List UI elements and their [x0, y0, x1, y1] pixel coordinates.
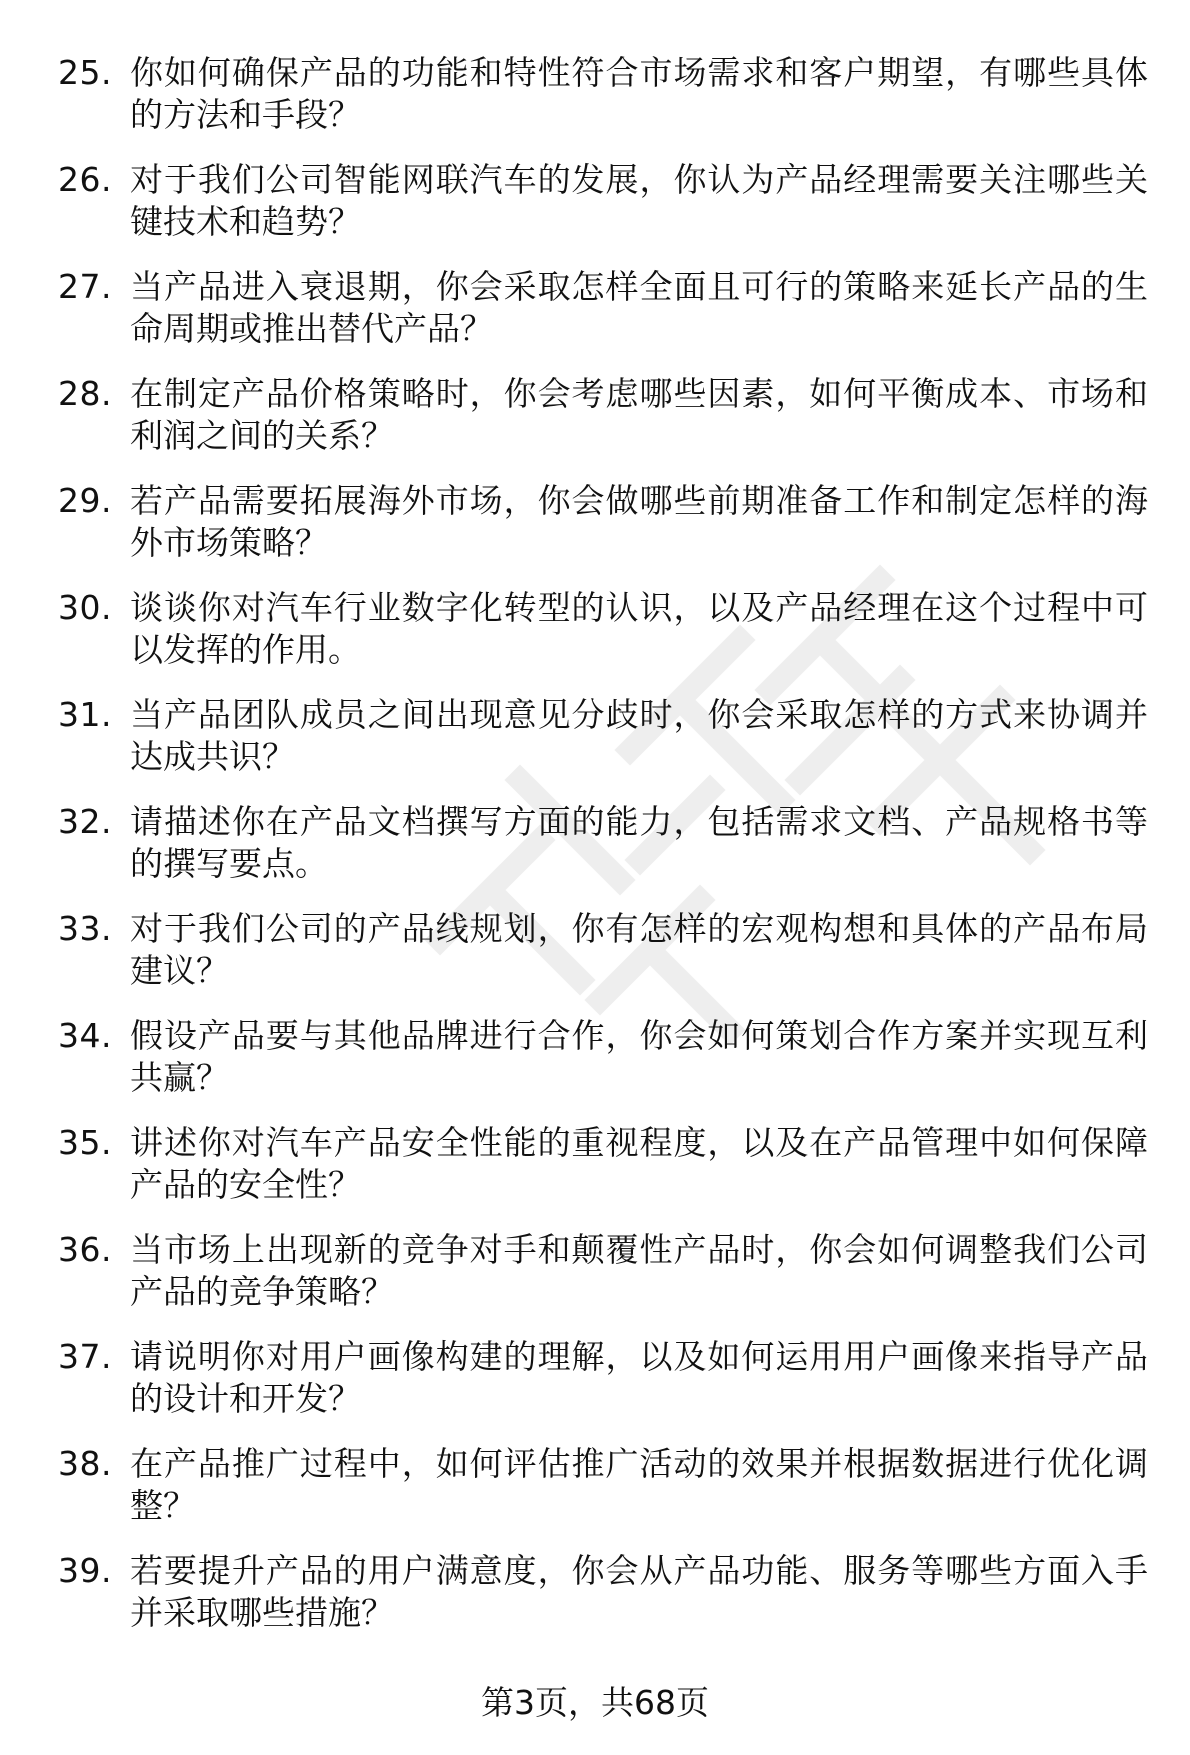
question-number: 25. — [58, 53, 112, 92]
list-item — [58, 587, 1148, 694]
page-footer: 第3页，共68页 — [481, 1683, 709, 1722]
question-text: 当市场上出现新的竞争对手和颠覆性产品时，你会如何调整我们公司产品的竞争策略？ — [130, 1230, 1148, 1311]
list-item — [58, 480, 1148, 587]
question-list — [58, 52, 1148, 1657]
question-number: 28. — [58, 374, 112, 413]
list-item — [58, 1336, 1148, 1443]
list-item — [58, 52, 1148, 159]
question-number: 29. — [58, 481, 112, 520]
question-number: 34. — [58, 1016, 112, 1055]
question-number: 38. — [58, 1444, 112, 1483]
question-number: 35. — [58, 1123, 112, 1162]
list-item — [58, 801, 1148, 908]
question-number: 30. — [58, 588, 112, 627]
question-text: 请描述你在产品文档撰写方面的能力，包括需求文档、产品规格书等的撰写要点。 — [130, 802, 1148, 883]
list-item — [58, 1443, 1148, 1550]
question-number: 33. — [58, 909, 112, 948]
question-text: 对于我们公司智能网联汽车的发展，你认为产品经理需要关注哪些关键技术和趋势？ — [130, 160, 1148, 241]
list-item — [58, 1015, 1148, 1122]
question-text: 若要提升产品的用户满意度，你会从产品功能、服务等哪些方面入手并采取哪些措施？ — [130, 1551, 1148, 1632]
question-text: 你如何确保产品的功能和特性符合市场需求和客户期望，有哪些具体的方法和手段？ — [130, 53, 1148, 134]
list-item — [58, 1550, 1148, 1657]
list-item — [58, 373, 1148, 480]
question-text: 讲述你对汽车产品安全性能的重视程度，以及在产品管理中如何保障产品的安全性？ — [130, 1123, 1148, 1204]
question-text: 若产品需要拓展海外市场，你会做哪些前期准备工作和制定怎样的海外市场策略？ — [130, 481, 1148, 562]
question-number: 37. — [58, 1337, 112, 1376]
question-text: 对于我们公司的产品线规划，你有怎样的宏观构想和具体的产品布局建议？ — [130, 909, 1148, 990]
list-item — [58, 159, 1148, 266]
question-number: 26. — [58, 160, 112, 199]
question-text: 当产品进入衰退期，你会采取怎样全面且可行的策略来延长产品的生命周期或推出替代产品？ — [130, 267, 1148, 348]
question-text: 请说明你对用户画像构建的理解，以及如何运用用户画像来指导产品的设计和开发？ — [130, 1337, 1148, 1418]
list-item — [58, 694, 1148, 801]
question-number: 36. — [58, 1230, 112, 1269]
list-item — [58, 266, 1148, 373]
question-text: 在产品推广过程中，如何评估推广活动的效果并根据数据进行优化调整？ — [130, 1444, 1148, 1525]
question-number: 32. — [58, 802, 112, 841]
question-number: 27. — [58, 267, 112, 306]
question-number: 39. — [58, 1551, 112, 1590]
question-text: 谈谈你对汽车行业数字化转型的认识，以及产品经理在这个过程中可以发挥的作用。 — [130, 588, 1148, 669]
list-item — [58, 908, 1148, 1015]
question-number: 31. — [58, 695, 112, 734]
list-item — [58, 1122, 1148, 1229]
question-text: 在制定产品价格策略时，你会考虑哪些因素，如何平衡成本、市场和利润之间的关系？ — [130, 374, 1148, 455]
question-text: 假设产品要与其他品牌进行合作，你会如何策划合作方案并实现互利共赢？ — [130, 1016, 1148, 1097]
question-text: 当产品团队成员之间出现意见分歧时，你会采取怎样的方式来协调并达成共识？ — [130, 695, 1148, 776]
list-item — [58, 1229, 1148, 1336]
